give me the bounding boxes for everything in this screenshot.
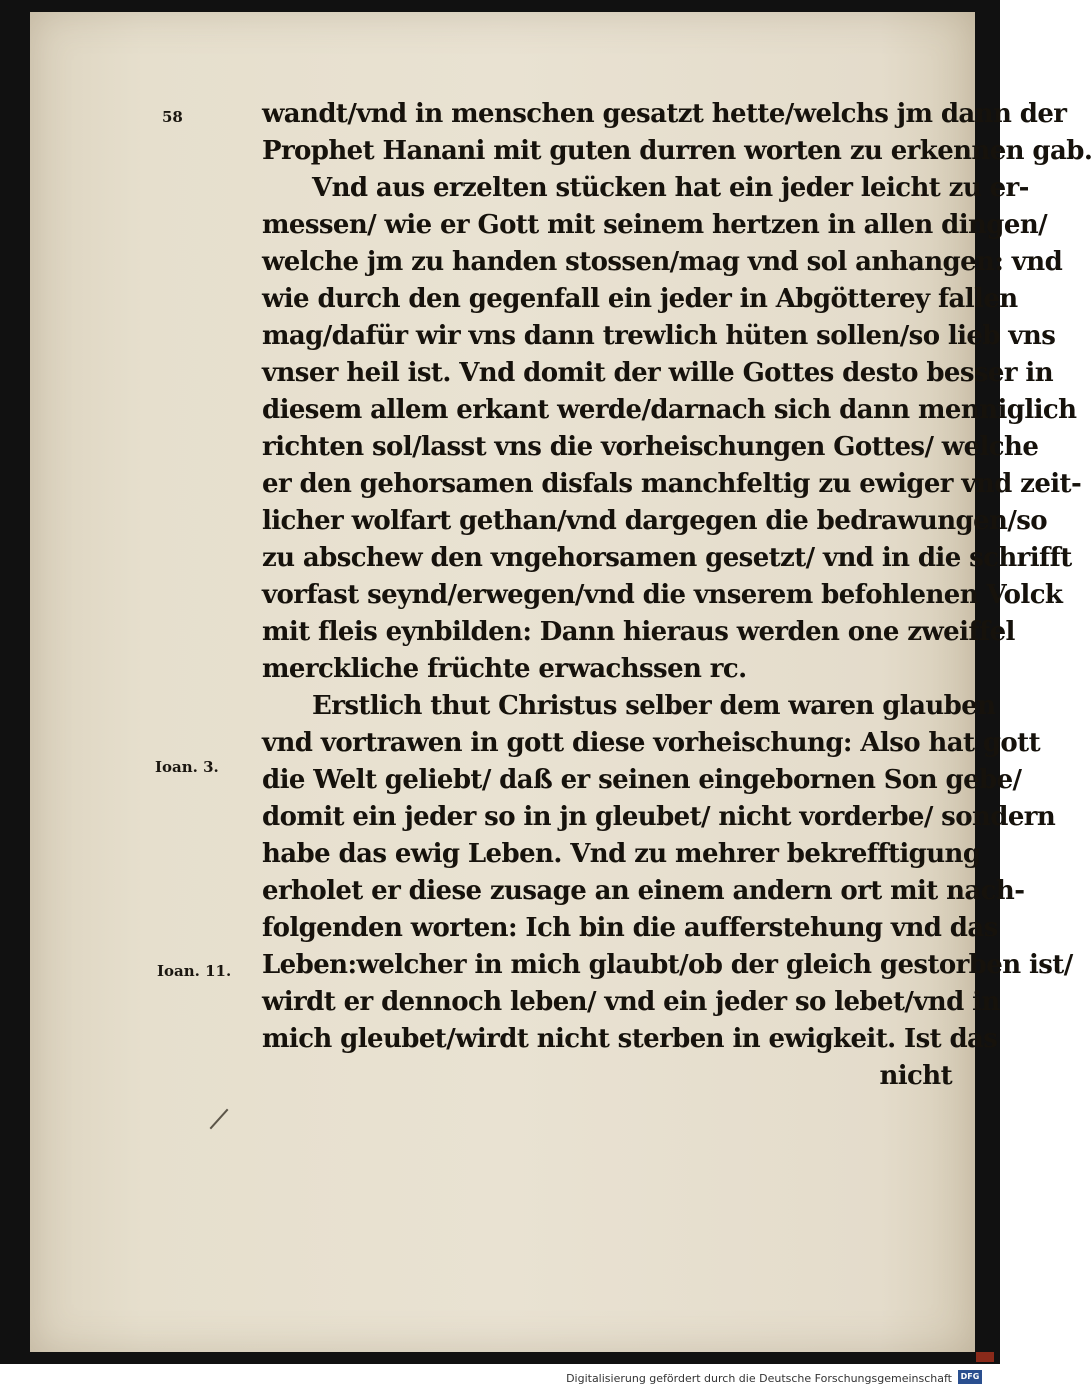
text-line: Prophet Hanani mit guten durren worten zu erkennen gab. [262,136,1092,166]
text-line: diesem allem erkant werde/darnach sich dann menniglich [262,395,1077,425]
text-line: Vnd aus erzelten stücken hat ein jeder leicht zu er- [312,173,1029,203]
funding-credit: Digitalisierung gefördert durch die Deutsche Forschungsgemeinschaft [566,1372,952,1385]
text-line: die Welt geliebt/ daß er seinen eingebornen Son gebe/ [262,765,1022,795]
text-line: folgenden worten: Ich bin die aufferstehung vnd das [262,913,998,943]
text-line: wie durch den gegenfall ein jeder in Abgötterey fallen [262,284,1018,314]
color-calibration-mark [976,1352,994,1362]
text-line: vnd vortrawen in gott diese vorheischung: Also hat gott [262,728,1040,758]
text-line: domit ein jeder so in jn gleubet/ nicht vorderbe/ sondern [262,802,1056,832]
text-line: licher wolfart gethan/vnd dargegen die bedrawungen/so [262,506,1048,536]
margin-note-ioan-3: Ioan. 3. [155,758,219,776]
text-line: Erstlich thut Christus selber dem waren glauben [312,691,996,721]
text-line: zu abschew den vngehorsamen gesetzt/ vnd in die schrifft [262,543,1072,573]
text-line: habe das ewig Leben. Vnd zu mehrer bekrefftigung [262,839,981,869]
text-line: richten sol/lasst vns die vorheischungen Gottes/ welche [262,432,1039,462]
text-line: mit fleis eynbilden: Dann hieraus werden one zweiffel [262,617,1015,647]
text-line: vnser heil ist. Vnd domit der wille Gottes desto besser in [262,358,1054,388]
text-line: vorfast seynd/erwegen/vnd die vnserem befohlenen Volck [262,580,1063,610]
text-line: mag/dafür wir vns dann trewlich hüten sollen/so lieb vns [262,321,1056,351]
text-line: wirdt er dennoch leben/ vnd ein jeder so lebet/vnd in [262,987,1000,1017]
page-number: 58 [162,108,183,126]
dfg-logo: DFG [958,1370,982,1384]
text-line: erholet er diese zusage an einem andern ort mit nach- [262,876,1025,906]
catchword: nicht [879,1061,952,1091]
margin-note-ioan-11: Ioan. 11. [157,962,232,980]
text-line: mich gleubet/wirdt nicht sterben in ewigkeit. Ist das [262,1024,998,1054]
body-text [262,96,1092,1095]
text-line: wandt/vnd in menschen gesatzt hette/welchs jm dann der [262,99,1067,129]
text-line: welche jm zu handen stossen/mag vnd sol anhangen: vnd [262,247,1063,277]
text-line: Leben:welcher in mich glaubt/ob der gleich gestorben ist/ [262,950,1073,980]
text-line: messen/ wie er Gott mit seinem hertzen in allen dingen/ [262,210,1048,240]
text-line: er den gehorsamen disfals manchfeltig zu ewiger vnd zeit- [262,469,1082,499]
text-line: merckliche früchte erwachssen rc. [262,654,747,684]
